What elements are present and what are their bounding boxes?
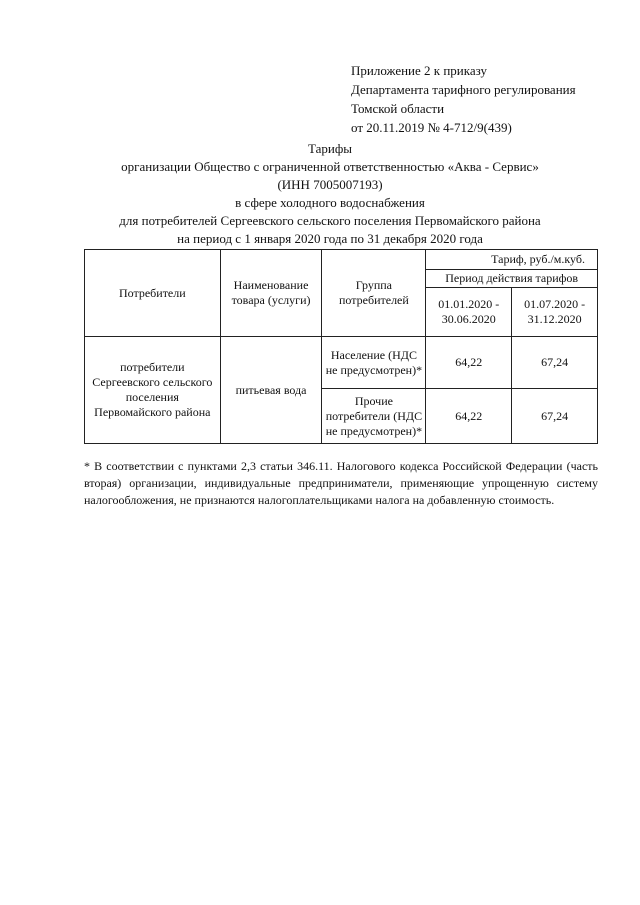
cell-group: Население (НДС не предусмотрен)* bbox=[322, 337, 426, 389]
cell-tariff-period-2: 67,24 bbox=[512, 337, 598, 389]
document-title: Тарифы bbox=[307, 141, 352, 156]
header-period-1: 01.01.2020 - 30.06.2020 bbox=[426, 288, 512, 337]
sphere-line: в сфере холодного водоснабжения bbox=[235, 195, 425, 210]
inn-line: (ИНН 7005007193) bbox=[277, 177, 383, 192]
document-heading bbox=[60, 140, 600, 248]
consumers-line: для потребителей Сергеевского сельского поселения Первомайского района bbox=[119, 213, 541, 228]
cell-consumer: потребители Сергеевского сельского поселения Первомайского района bbox=[85, 337, 221, 444]
appendix-line-3: Томской области bbox=[351, 101, 445, 116]
header-product: Наименование товара (услуги) bbox=[220, 250, 322, 337]
appendix-line-4: от 20.11.2019 № 4-712/9(439) bbox=[351, 120, 512, 135]
appendix-line-1: Приложение 2 к приказу bbox=[351, 63, 488, 78]
cell-product: питьевая вода bbox=[220, 337, 322, 444]
header-group: Группа потребителей bbox=[322, 250, 426, 337]
table-header-row bbox=[85, 250, 598, 270]
header-consumers: Потребители bbox=[85, 250, 221, 337]
cell-group: Прочие потребители (НДС не предусмотрен)* bbox=[322, 389, 426, 444]
cell-tariff-period-2: 67,24 bbox=[512, 389, 598, 444]
appendix-block bbox=[351, 61, 576, 137]
footnote: * В соответствии с пунктами 2,3 статьи 346.11. Налогового кодекса Российской Федерации (часть вторая) организации, индивидуальные предприниматели, применяющие упрощенную систему налогообложения, не признаются налогоплательщиками налога на добавленную стоимость. bbox=[84, 459, 598, 507]
tariff-table bbox=[84, 249, 598, 444]
cell-tariff-period-1: 64,22 bbox=[426, 389, 512, 444]
header-period-2: 01.07.2020 - 31.12.2020 bbox=[512, 288, 598, 337]
appendix-line-2: Департамента тарифного регулирования bbox=[351, 82, 576, 97]
table-row bbox=[85, 337, 598, 389]
cell-tariff-period-1: 64,22 bbox=[426, 337, 512, 389]
organization-line: организации Общество с ограниченной ответственностью «Аква - Сервис» bbox=[121, 159, 539, 174]
header-tariff: Тариф, руб./м.куб. bbox=[426, 250, 598, 270]
header-period: Период действия тарифов bbox=[426, 270, 598, 288]
period-line: на период с 1 января 2020 года по 31 декабря 2020 года bbox=[177, 231, 483, 246]
